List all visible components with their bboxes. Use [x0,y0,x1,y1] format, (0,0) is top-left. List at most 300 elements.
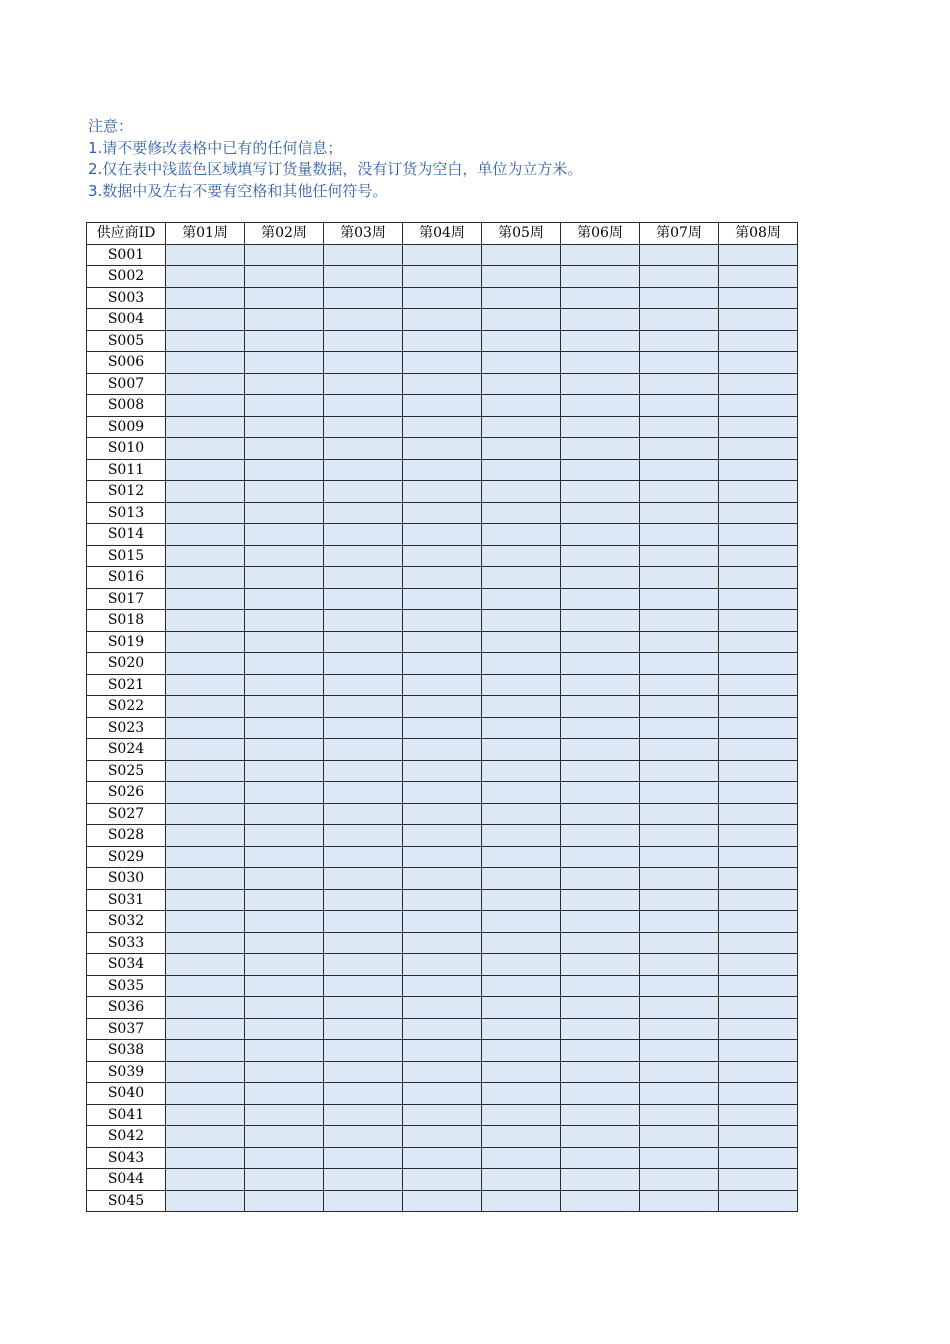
order-input-cell[interactable] [640,782,719,804]
order-input-cell[interactable] [640,330,719,352]
order-input-cell[interactable] [166,846,245,868]
order-input-cell[interactable] [166,760,245,782]
order-input-cell[interactable] [166,567,245,589]
order-input-cell[interactable] [403,782,482,804]
order-input-cell[interactable] [166,911,245,933]
order-input-cell[interactable] [166,244,245,266]
order-input-cell[interactable] [719,352,798,374]
order-input-cell[interactable] [482,846,561,868]
order-input-cell[interactable] [324,588,403,610]
order-input-cell[interactable] [245,825,324,847]
order-input-cell[interactable] [482,438,561,460]
order-input-cell[interactable] [166,481,245,503]
order-input-cell[interactable] [719,889,798,911]
order-input-cell[interactable] [245,524,324,546]
order-input-cell[interactable] [561,1126,640,1148]
order-input-cell[interactable] [324,696,403,718]
order-input-cell[interactable] [482,975,561,997]
order-input-cell[interactable] [245,373,324,395]
order-input-cell[interactable] [482,459,561,481]
order-input-cell[interactable] [166,395,245,417]
order-input-cell[interactable] [482,889,561,911]
order-input-cell[interactable] [166,545,245,567]
order-input-cell[interactable] [640,395,719,417]
order-input-cell[interactable] [245,653,324,675]
order-input-cell[interactable] [324,266,403,288]
order-input-cell[interactable] [166,997,245,1019]
order-input-cell[interactable] [403,588,482,610]
order-input-cell[interactable] [482,653,561,675]
order-input-cell[interactable] [719,868,798,890]
order-input-cell[interactable] [403,997,482,1019]
order-input-cell[interactable] [561,545,640,567]
order-input-cell[interactable] [719,588,798,610]
order-input-cell[interactable] [245,911,324,933]
order-input-cell[interactable] [403,1083,482,1105]
order-input-cell[interactable] [324,1104,403,1126]
order-input-cell[interactable] [482,330,561,352]
order-input-cell[interactable] [640,1190,719,1212]
order-input-cell[interactable] [166,1190,245,1212]
order-input-cell[interactable] [245,889,324,911]
order-input-cell[interactable] [561,266,640,288]
order-input-cell[interactable] [482,352,561,374]
order-input-cell[interactable] [403,610,482,632]
order-input-cell[interactable] [719,782,798,804]
order-input-cell[interactable] [640,1126,719,1148]
order-input-cell[interactable] [245,244,324,266]
order-input-cell[interactable] [324,803,403,825]
order-input-cell[interactable] [719,244,798,266]
order-input-cell[interactable] [245,717,324,739]
order-input-cell[interactable] [561,674,640,696]
order-input-cell[interactable] [561,739,640,761]
order-input-cell[interactable] [166,1147,245,1169]
order-input-cell[interactable] [403,1061,482,1083]
order-input-cell[interactable] [324,674,403,696]
order-input-cell[interactable] [166,438,245,460]
order-input-cell[interactable] [482,932,561,954]
order-input-cell[interactable] [561,1104,640,1126]
order-input-cell[interactable] [166,954,245,976]
order-input-cell[interactable] [166,1061,245,1083]
order-input-cell[interactable] [640,266,719,288]
order-input-cell[interactable] [166,1104,245,1126]
order-input-cell[interactable] [245,1169,324,1191]
order-input-cell[interactable] [403,1018,482,1040]
order-input-cell[interactable] [166,459,245,481]
order-input-cell[interactable] [482,395,561,417]
order-input-cell[interactable] [324,975,403,997]
order-input-cell[interactable] [403,352,482,374]
order-input-cell[interactable] [166,610,245,632]
order-input-cell[interactable] [245,266,324,288]
order-input-cell[interactable] [245,1018,324,1040]
order-input-cell[interactable] [719,997,798,1019]
order-input-cell[interactable] [324,309,403,331]
order-input-cell[interactable] [245,567,324,589]
order-input-cell[interactable] [719,1169,798,1191]
order-input-cell[interactable] [324,868,403,890]
order-input-cell[interactable] [640,567,719,589]
order-input-cell[interactable] [403,459,482,481]
order-input-cell[interactable] [482,1169,561,1191]
order-input-cell[interactable] [640,739,719,761]
order-input-cell[interactable] [324,717,403,739]
order-input-cell[interactable] [640,1104,719,1126]
order-input-cell[interactable] [561,567,640,589]
order-input-cell[interactable] [561,1061,640,1083]
order-input-cell[interactable] [166,1169,245,1191]
order-input-cell[interactable] [561,889,640,911]
order-input-cell[interactable] [245,459,324,481]
order-input-cell[interactable] [166,696,245,718]
order-input-cell[interactable] [245,545,324,567]
order-input-cell[interactable] [719,954,798,976]
order-input-cell[interactable] [482,739,561,761]
order-input-cell[interactable] [719,911,798,933]
order-input-cell[interactable] [719,975,798,997]
order-input-cell[interactable] [324,459,403,481]
order-input-cell[interactable] [245,395,324,417]
order-input-cell[interactable] [561,1169,640,1191]
order-input-cell[interactable] [245,739,324,761]
order-input-cell[interactable] [166,975,245,997]
order-input-cell[interactable] [640,545,719,567]
order-input-cell[interactable] [719,481,798,503]
order-input-cell[interactable] [561,244,640,266]
order-input-cell[interactable] [561,1018,640,1040]
order-input-cell[interactable] [324,1040,403,1062]
order-input-cell[interactable] [640,502,719,524]
order-input-cell[interactable] [166,932,245,954]
order-input-cell[interactable] [324,1190,403,1212]
order-input-cell[interactable] [324,782,403,804]
order-input-cell[interactable] [719,825,798,847]
order-input-cell[interactable] [482,545,561,567]
order-input-cell[interactable] [640,975,719,997]
order-input-cell[interactable] [561,1040,640,1062]
order-input-cell[interactable] [245,416,324,438]
order-input-cell[interactable] [719,803,798,825]
order-input-cell[interactable] [324,416,403,438]
order-input-cell[interactable] [403,653,482,675]
order-input-cell[interactable] [640,352,719,374]
order-input-cell[interactable] [324,438,403,460]
order-input-cell[interactable] [166,266,245,288]
order-input-cell[interactable] [719,631,798,653]
order-input-cell[interactable] [561,954,640,976]
order-input-cell[interactable] [640,309,719,331]
order-input-cell[interactable] [561,524,640,546]
order-input-cell[interactable] [166,502,245,524]
order-input-cell[interactable] [324,502,403,524]
order-input-cell[interactable] [245,330,324,352]
order-input-cell[interactable] [245,1126,324,1148]
order-input-cell[interactable] [561,782,640,804]
order-input-cell[interactable] [482,803,561,825]
order-input-cell[interactable] [640,653,719,675]
order-input-cell[interactable] [482,567,561,589]
order-input-cell[interactable] [324,932,403,954]
order-input-cell[interactable] [245,610,324,632]
order-input-cell[interactable] [640,373,719,395]
order-input-cell[interactable] [324,889,403,911]
order-input-cell[interactable] [719,1083,798,1105]
order-input-cell[interactable] [640,287,719,309]
order-input-cell[interactable] [640,825,719,847]
order-input-cell[interactable] [245,1147,324,1169]
order-input-cell[interactable] [719,1126,798,1148]
order-input-cell[interactable] [482,244,561,266]
order-input-cell[interactable] [403,631,482,653]
order-input-cell[interactable] [166,1126,245,1148]
order-input-cell[interactable] [561,911,640,933]
order-input-cell[interactable] [403,803,482,825]
order-input-cell[interactable] [324,997,403,1019]
order-input-cell[interactable] [640,1018,719,1040]
order-input-cell[interactable] [245,782,324,804]
order-input-cell[interactable] [561,481,640,503]
order-input-cell[interactable] [561,330,640,352]
order-input-cell[interactable] [245,997,324,1019]
order-input-cell[interactable] [245,803,324,825]
order-input-cell[interactable] [482,1040,561,1062]
order-input-cell[interactable] [166,803,245,825]
order-input-cell[interactable] [245,954,324,976]
order-input-cell[interactable] [719,438,798,460]
order-input-cell[interactable] [324,1126,403,1148]
order-input-cell[interactable] [561,502,640,524]
order-input-cell[interactable] [561,1147,640,1169]
order-input-cell[interactable] [245,481,324,503]
order-input-cell[interactable] [561,309,640,331]
order-input-cell[interactable] [640,674,719,696]
order-input-cell[interactable] [482,997,561,1019]
order-input-cell[interactable] [166,717,245,739]
order-input-cell[interactable] [561,997,640,1019]
order-input-cell[interactable] [324,1018,403,1040]
order-input-cell[interactable] [166,653,245,675]
order-input-cell[interactable] [482,1061,561,1083]
order-input-cell[interactable] [245,1061,324,1083]
order-input-cell[interactable] [403,330,482,352]
order-input-cell[interactable] [482,717,561,739]
order-input-cell[interactable] [403,717,482,739]
order-input-cell[interactable] [640,1061,719,1083]
order-input-cell[interactable] [719,266,798,288]
order-input-cell[interactable] [403,373,482,395]
order-input-cell[interactable] [403,545,482,567]
order-input-cell[interactable] [324,481,403,503]
order-input-cell[interactable] [482,1190,561,1212]
order-input-cell[interactable] [324,631,403,653]
order-input-cell[interactable] [561,352,640,374]
order-input-cell[interactable] [166,330,245,352]
order-input-cell[interactable] [166,1083,245,1105]
order-input-cell[interactable] [482,416,561,438]
order-input-cell[interactable] [561,416,640,438]
order-input-cell[interactable] [324,825,403,847]
order-input-cell[interactable] [166,352,245,374]
order-input-cell[interactable] [561,932,640,954]
order-input-cell[interactable] [245,588,324,610]
order-input-cell[interactable] [403,1147,482,1169]
order-input-cell[interactable] [640,459,719,481]
order-input-cell[interactable] [561,696,640,718]
order-input-cell[interactable] [640,1147,719,1169]
order-input-cell[interactable] [719,330,798,352]
order-input-cell[interactable] [403,868,482,890]
order-input-cell[interactable] [640,911,719,933]
order-input-cell[interactable] [640,696,719,718]
order-input-cell[interactable] [719,1104,798,1126]
order-input-cell[interactable] [640,803,719,825]
order-input-cell[interactable] [166,868,245,890]
order-input-cell[interactable] [561,459,640,481]
order-input-cell[interactable] [482,588,561,610]
order-input-cell[interactable] [640,868,719,890]
order-input-cell[interactable] [166,1018,245,1040]
order-input-cell[interactable] [403,502,482,524]
order-input-cell[interactable] [324,395,403,417]
order-input-cell[interactable] [403,911,482,933]
order-input-cell[interactable] [640,889,719,911]
order-input-cell[interactable] [403,287,482,309]
order-input-cell[interactable] [324,330,403,352]
order-input-cell[interactable] [324,567,403,589]
order-input-cell[interactable] [245,932,324,954]
order-input-cell[interactable] [245,309,324,331]
order-input-cell[interactable] [245,1190,324,1212]
order-input-cell[interactable] [561,975,640,997]
order-input-cell[interactable] [482,1147,561,1169]
order-input-cell[interactable] [640,631,719,653]
order-input-cell[interactable] [324,1061,403,1083]
order-input-cell[interactable] [324,739,403,761]
order-input-cell[interactable] [324,352,403,374]
order-input-cell[interactable] [561,717,640,739]
order-input-cell[interactable] [640,481,719,503]
order-input-cell[interactable] [324,760,403,782]
order-input-cell[interactable] [561,588,640,610]
order-input-cell[interactable] [403,567,482,589]
order-input-cell[interactable] [324,287,403,309]
order-input-cell[interactable] [482,1083,561,1105]
order-input-cell[interactable] [324,545,403,567]
order-input-cell[interactable] [719,1147,798,1169]
order-input-cell[interactable] [403,1169,482,1191]
order-input-cell[interactable] [482,782,561,804]
order-input-cell[interactable] [324,911,403,933]
order-input-cell[interactable] [640,932,719,954]
order-input-cell[interactable] [561,825,640,847]
order-input-cell[interactable] [403,1190,482,1212]
order-input-cell[interactable] [166,1040,245,1062]
order-input-cell[interactable] [403,739,482,761]
order-input-cell[interactable] [482,631,561,653]
order-input-cell[interactable] [403,1040,482,1062]
order-input-cell[interactable] [482,287,561,309]
order-input-cell[interactable] [640,717,719,739]
order-input-cell[interactable] [245,696,324,718]
order-input-cell[interactable] [719,1190,798,1212]
order-input-cell[interactable] [640,1040,719,1062]
order-input-cell[interactable] [482,524,561,546]
order-input-cell[interactable] [245,674,324,696]
order-input-cell[interactable] [403,932,482,954]
order-input-cell[interactable] [482,911,561,933]
order-input-cell[interactable] [719,1061,798,1083]
order-input-cell[interactable] [561,373,640,395]
order-input-cell[interactable] [561,287,640,309]
order-input-cell[interactable] [403,889,482,911]
order-input-cell[interactable] [166,373,245,395]
order-input-cell[interactable] [719,309,798,331]
order-input-cell[interactable] [561,395,640,417]
order-input-cell[interactable] [640,846,719,868]
order-input-cell[interactable] [719,760,798,782]
order-input-cell[interactable] [719,674,798,696]
order-input-cell[interactable] [482,266,561,288]
order-input-cell[interactable] [403,481,482,503]
order-input-cell[interactable] [719,567,798,589]
order-input-cell[interactable] [561,760,640,782]
order-input-cell[interactable] [640,588,719,610]
order-input-cell[interactable] [719,459,798,481]
order-input-cell[interactable] [640,416,719,438]
order-input-cell[interactable] [324,846,403,868]
order-input-cell[interactable] [640,244,719,266]
order-input-cell[interactable] [403,416,482,438]
order-input-cell[interactable] [561,438,640,460]
order-input-cell[interactable] [166,782,245,804]
order-input-cell[interactable] [324,610,403,632]
order-input-cell[interactable] [719,1018,798,1040]
order-input-cell[interactable] [640,1083,719,1105]
order-input-cell[interactable] [245,1040,324,1062]
order-input-cell[interactable] [166,674,245,696]
order-input-cell[interactable] [245,868,324,890]
order-input-cell[interactable] [482,825,561,847]
order-input-cell[interactable] [719,739,798,761]
order-input-cell[interactable] [482,502,561,524]
order-input-cell[interactable] [561,1083,640,1105]
order-input-cell[interactable] [482,696,561,718]
order-input-cell[interactable] [561,1190,640,1212]
order-input-cell[interactable] [482,1018,561,1040]
order-input-cell[interactable] [640,760,719,782]
order-input-cell[interactable] [166,287,245,309]
order-input-cell[interactable] [482,954,561,976]
order-input-cell[interactable] [403,266,482,288]
order-input-cell[interactable] [640,1169,719,1191]
order-input-cell[interactable] [719,524,798,546]
order-input-cell[interactable] [403,309,482,331]
order-input-cell[interactable] [640,954,719,976]
order-input-cell[interactable] [482,868,561,890]
order-input-cell[interactable] [166,889,245,911]
order-input-cell[interactable] [245,1083,324,1105]
order-input-cell[interactable] [719,696,798,718]
order-input-cell[interactable] [245,975,324,997]
order-input-cell[interactable] [640,524,719,546]
order-input-cell[interactable] [166,588,245,610]
order-input-cell[interactable] [245,287,324,309]
order-input-cell[interactable] [561,846,640,868]
order-input-cell[interactable] [719,395,798,417]
order-input-cell[interactable] [719,545,798,567]
